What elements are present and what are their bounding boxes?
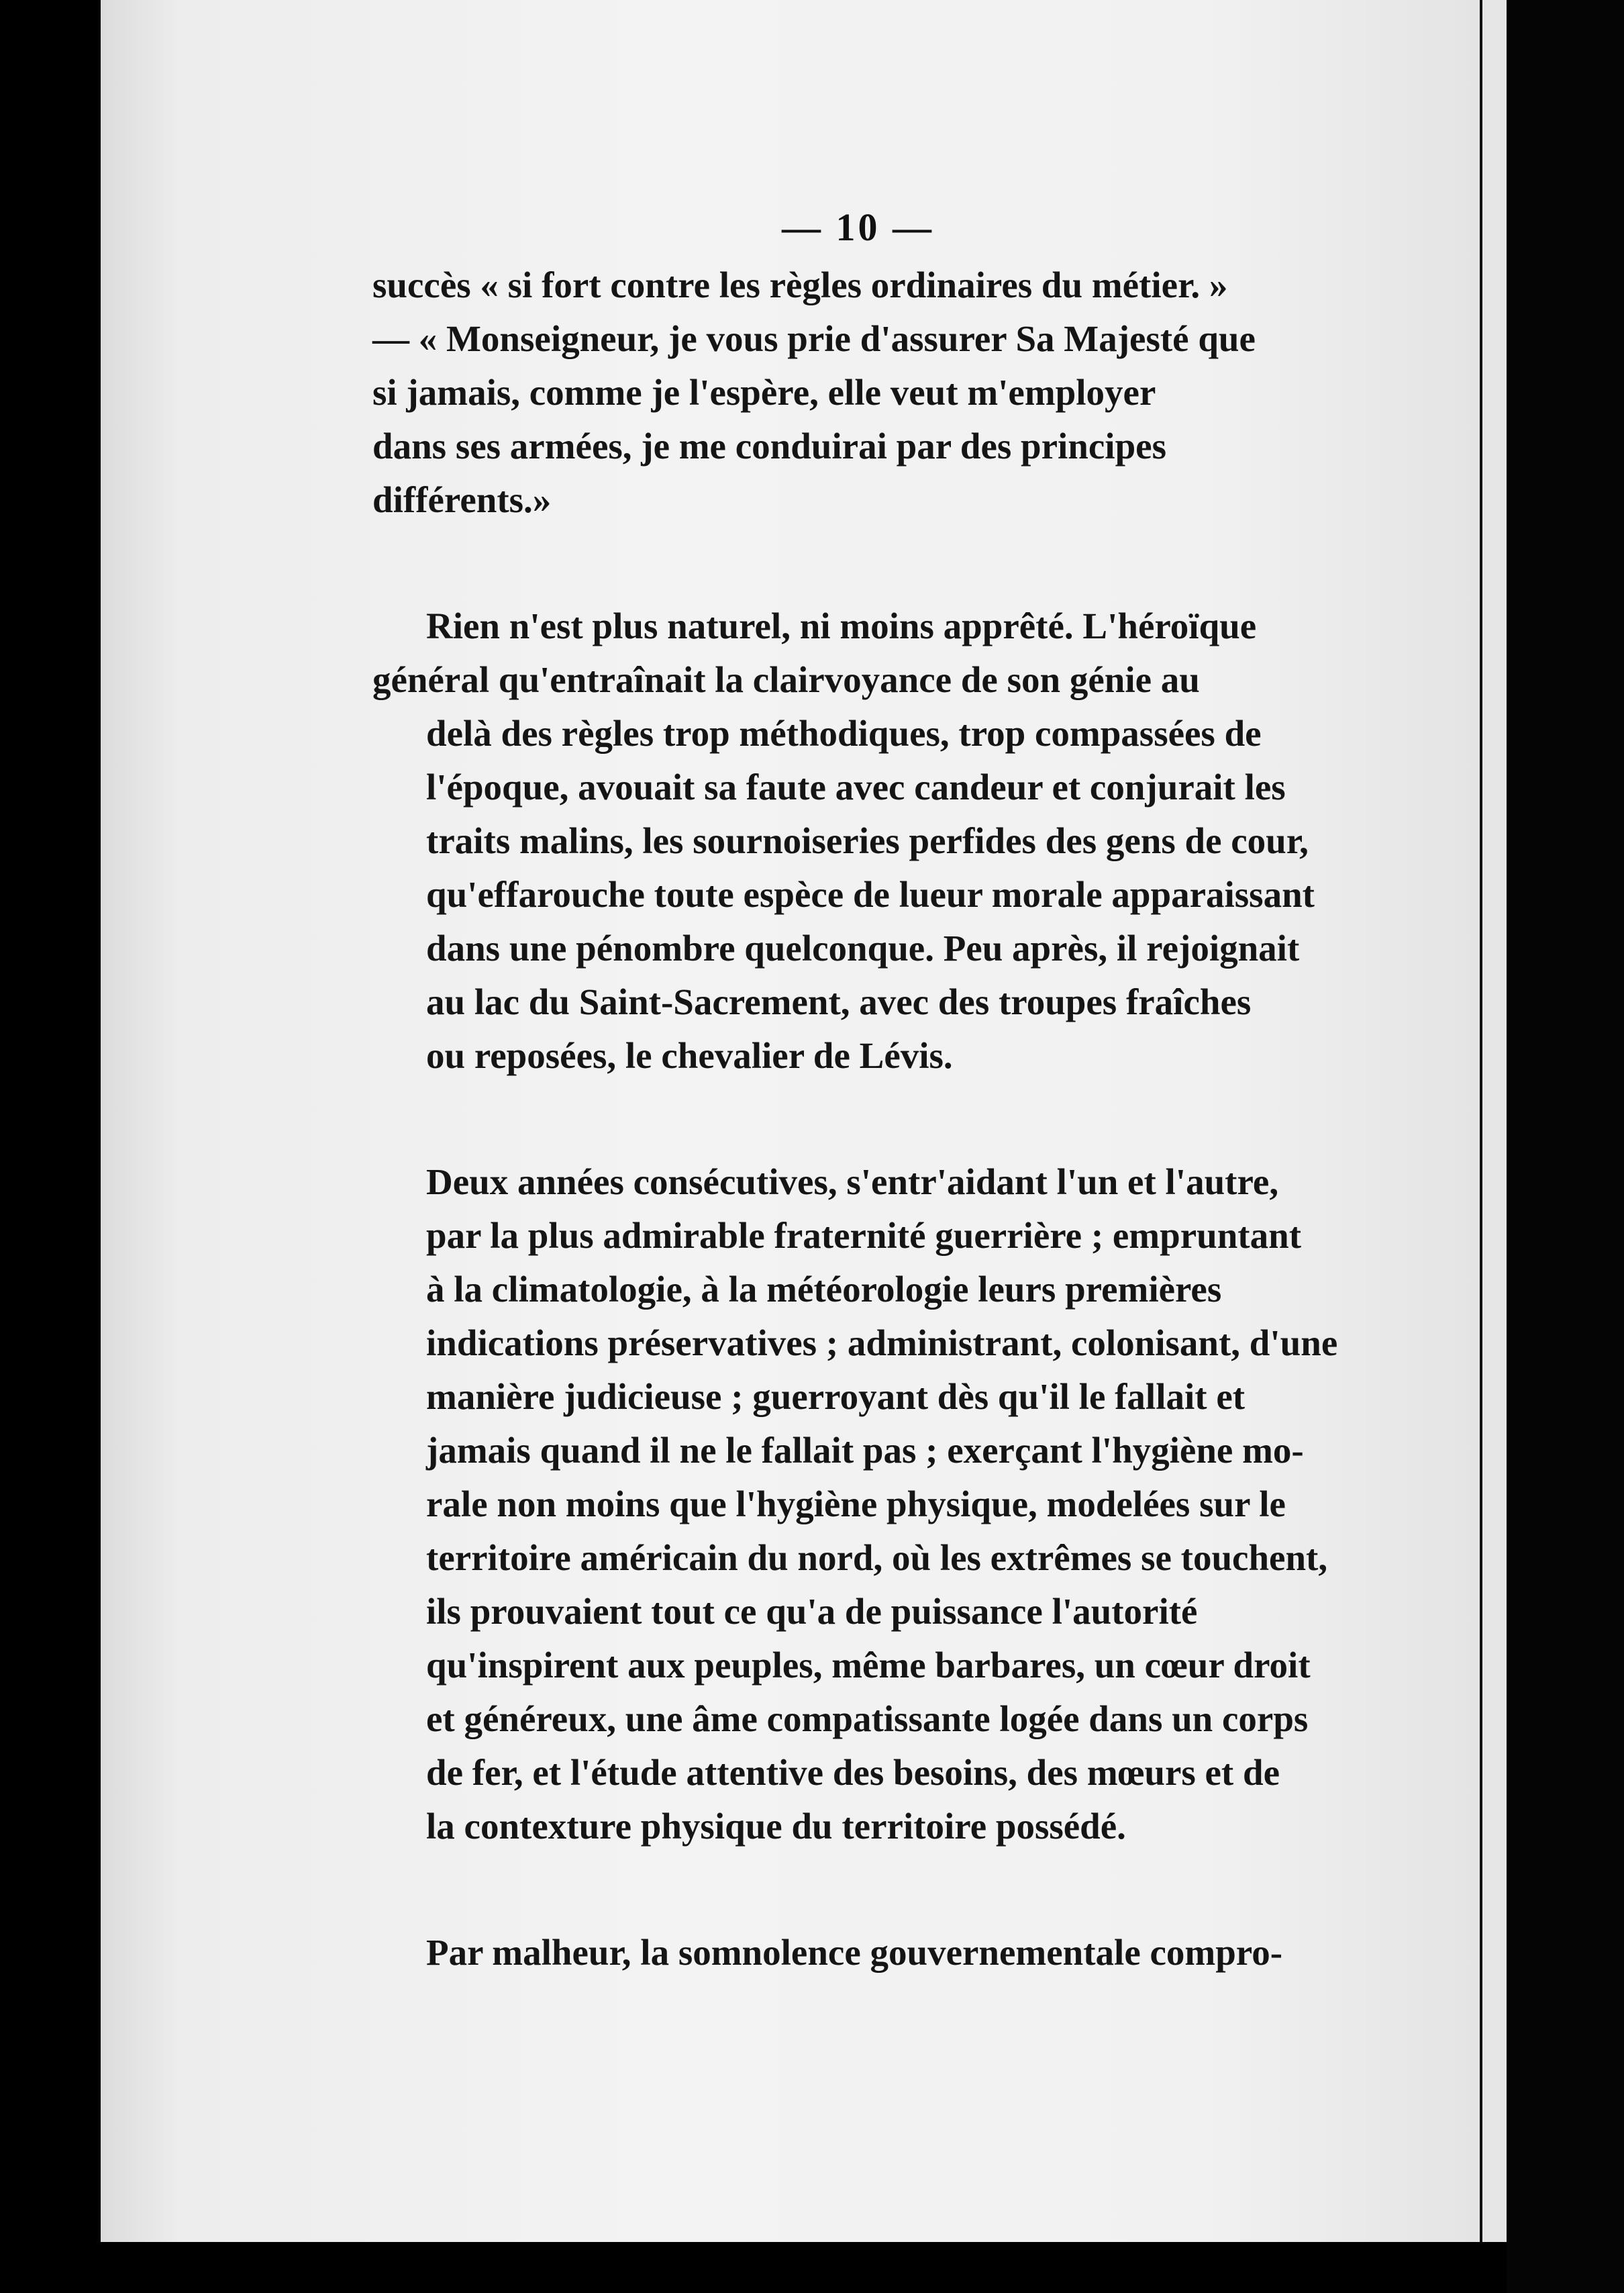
text-line: ils prouvaient tout ce qu'a de puissance l'autorité bbox=[426, 1591, 1198, 1632]
text-line: ou reposées, le chevalier de Lévis. bbox=[426, 1035, 953, 1076]
text-line: dans ses armées, je me conduirai par des principes bbox=[372, 426, 1166, 467]
text-line: succès « si fort contre les règles ordinaires du métier. » bbox=[372, 264, 1228, 305]
text-line: qu'effarouche toute espèce de lueur morale apparaissant bbox=[426, 874, 1315, 915]
paragraph-2 bbox=[372, 599, 1315, 1083]
text-line: rale non moins que l'hygiène physique, modelées sur le bbox=[426, 1483, 1286, 1524]
text-line: général qu'entraînait la clairvoyance de son génie au bbox=[372, 659, 1200, 700]
text-line: si jamais, comme je l'espère, elle veut m'employer bbox=[372, 372, 1156, 413]
text-line: delà des règles trop méthodiques, trop compassées de bbox=[426, 713, 1262, 754]
text-line: Deux années consécutives, s'entr'aidant l'un et l'autre, bbox=[426, 1161, 1279, 1202]
text-line: territoire américain du nord, où les extrêmes se touchent, bbox=[426, 1537, 1328, 1578]
text-line: par la plus admirable fraternité guerrière ; empruntant bbox=[426, 1215, 1302, 1256]
text-line: de fer, et l'étude attentive des besoins, des mœurs et de bbox=[426, 1752, 1280, 1793]
text-line: à la climatologie, à la météorologie leurs premières bbox=[426, 1269, 1222, 1310]
body-text bbox=[372, 258, 1338, 1980]
next-page-edge bbox=[1480, 0, 1509, 2242]
text-line: traits malins, les sournoiseries perfides des gens de cour, bbox=[426, 820, 1309, 861]
paragraph-1 bbox=[372, 258, 1302, 527]
text-line: la contexture physique du territoire possédé. bbox=[426, 1806, 1126, 1847]
text-line: indications préservatives ; administrant, colonisant, d'une bbox=[426, 1322, 1338, 1363]
text-line: différents.» bbox=[372, 479, 552, 520]
paragraph-4 bbox=[372, 1926, 1302, 1980]
text-line: jamais quand il ne le fallait pas ; exerçant l'hygiène mo- bbox=[426, 1430, 1304, 1471]
text-line: manière judicieuse ; guerroyant dès qu'il le fallait et bbox=[426, 1376, 1246, 1417]
text-line: Par malheur, la somnolence gouvernementale compro- bbox=[426, 1932, 1283, 1973]
text-line: l'époque, avouait sa faute avec candeur et conjurait les bbox=[426, 767, 1286, 808]
text-line: — « Monseigneur, je vous prie d'assurer Sa Majesté que bbox=[372, 318, 1256, 359]
text-line: et généreux, une âme compatissante logée dans un corps bbox=[426, 1698, 1309, 1739]
scan-background bbox=[1507, 0, 1624, 2293]
text-line: qu'inspirent aux peuples, même barbares, un cœur droit bbox=[426, 1645, 1311, 1686]
text-line: Rien n'est plus naturel, ni moins apprêté. L'héroïque bbox=[426, 605, 1257, 646]
text-line: dans une pénombre quelconque. Peu après, il rejoignait bbox=[426, 928, 1300, 969]
text-line: au lac du Saint-Sacrement, avec des troupes fraîches bbox=[426, 981, 1252, 1022]
paragraph-3 bbox=[372, 1155, 1338, 1853]
page-number: — 10 — bbox=[782, 205, 934, 249]
